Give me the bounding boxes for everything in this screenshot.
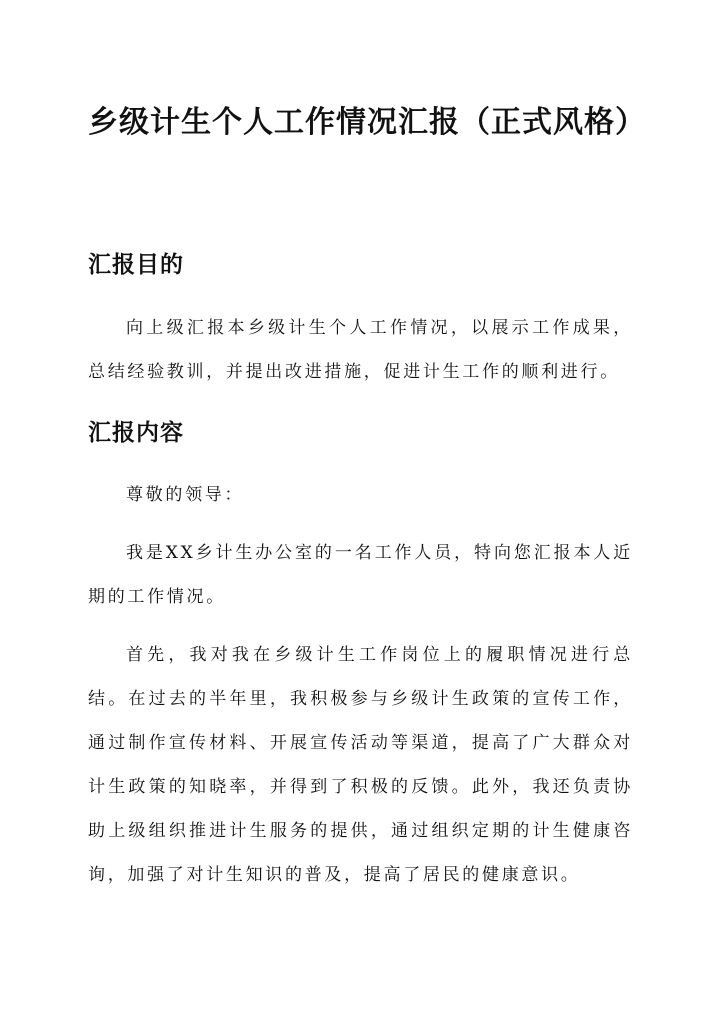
- salutation-paragraph: 尊敬的领导：: [126, 485, 245, 505]
- work-summary-paragraph: 首先，我对我在乡级计生工作岗位上的履职情况进行总结。在过去的半年里，我积极参与乡级计生政策的宣传工作，通过制作宣传材料、开展宣传活动等渠道，提高了广大群众对计生政策的知晓率，并得到了积极的反馈。此外，我还负责协助上级组织推进计生服务的提供，通过组织定期的计生健康咨询，加强了对计生知识的普及，提高了居民的健康意识。: [88, 645, 633, 885]
- intro-paragraph: 我是XX乡计生办公室的一名工作人员，特向您汇报本人近期的工作情况。: [88, 543, 633, 607]
- document-title: 乡级计生个人工作情况汇报（正式风格）: [88, 105, 646, 140]
- section-heading-purpose: 汇报目的: [88, 251, 184, 278]
- section-heading-content: 汇报内容: [88, 419, 184, 446]
- purpose-paragraph: 向上级汇报本乡级计生个人工作情况，以展示工作成果，总结经验教训，并提出改进措施，促进计生工作的顺利进行。: [88, 318, 633, 382]
